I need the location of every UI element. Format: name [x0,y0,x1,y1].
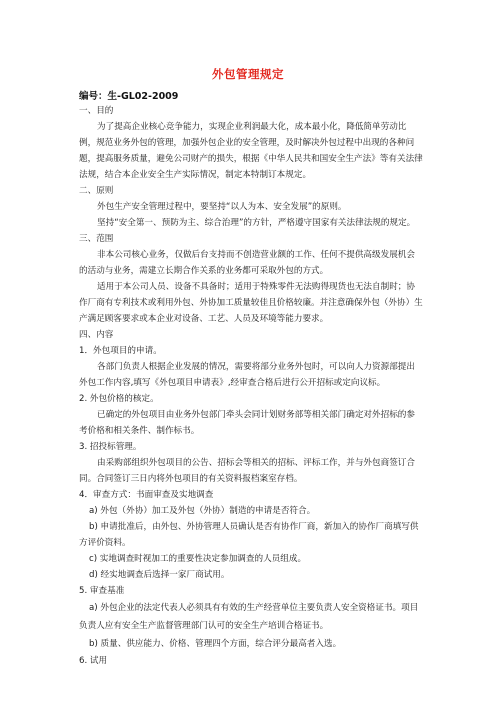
section-heading: 二、原则 [79,186,114,196]
paragraph: 为了提高企业核心竞争能力，实现企业利润最大化，成本最小化，降低简单劳动比例，规范业务外包的管理，加强外包企业的安全管理，及时解决外包过程中出现的各种问题，提高服务质量，避免公司财产的损失，根据《中华人民共和国安全生产法》等有关法律法规，结合本企业安全生产实际情况，制定本特制订本规定。 [79,122,423,180]
section-heading: 4．审查方式：书面审查及实地调查 [79,490,214,500]
paragraph: 各部门负责人根据企业发展的情况，需要将部分业务外包时，可以向人力资源部提出外包工作内容,填写《外包项目申请表》,经审查合格后进行公开招标或定向议标。 [79,362,415,388]
section-heading: 一、目的 [79,106,114,116]
paragraph: b) 申请批准后，由外包、外协管理人员确认是否有协作厂商，新加入的协作厂商填写供方评价资料。 [79,522,419,548]
paragraph: 已确定的外包项目由业务外包部门牵头会同计划财务部等相关部门确定对外招标的参考价格和相关条件、制作标书。 [79,410,415,436]
paragraph: b) 质量、供应能力、价格、管理四个方面，综合评分最高者入选。 [89,639,342,649]
section-heading: 四、内容 [79,330,114,340]
section-heading: 三、范围 [79,234,114,244]
document-number: 编号：生-GL02-2009 [79,91,179,102]
section-heading: 2. 外包价格的核定。 [79,394,159,404]
paragraph: c) 实地调查时视加工的重要性决定参加调查的人员组成。 [89,554,307,564]
paragraph: 非本公司核心业务，仅做后台支持而不创造营业额的工作、任何不提供高级发展机会的活动与业务，需建立长期合作关系的业务都可采取外包的方式。 [79,250,415,276]
paragraph: 外包生产安全管理过程中，要坚持“以人为本、安全发展”的原则。 [97,202,347,212]
section-heading: 5. 审查基准 [79,586,125,596]
paragraph: d) 经实地调查后选择一家厂商试用。 [89,570,230,580]
section-heading: 1．外包项目的申请。 [79,346,162,356]
paragraph: 适用于本公司人员、设备不具备时；适用于特殊零件无法购得现货也无法自制时；协作厂商有专利技术或利用外包、外协加工质量较佳且价格较廉。并注意确保外包（外协）生产满足顾客要求或本企业对设备、工艺、人员及环境等能力要求。 [79,282,423,324]
paragraph: 坚持“安全第一、预防为主、综合治理”的方针，严格遵守国家有关法律法规的规定。 [97,218,416,228]
document-body [79,103,423,669]
paragraph: a) 外包企业的法定代表人必须具有有效的生产经营单位主要负责人安全资格证书。项目负责人应有安全生产监督管理部门认可的安全生产培训合格证书。 [79,603,419,631]
document-title: 外包管理规定 [212,67,284,81]
section-heading: 6. 试用 [79,656,108,666]
section-heading: 3. 招投标管理。 [79,442,142,452]
paragraph: 由采购部组织外包项目的公告、招标会等相关的招标、评标工作，并与外包商签订合同。合同签订三日内将外包项目的有关资料报档案室存档。 [79,458,415,484]
paragraph: a) 外包（外协）加工及外包（外协）制造的申请是否符合。 [89,506,316,516]
